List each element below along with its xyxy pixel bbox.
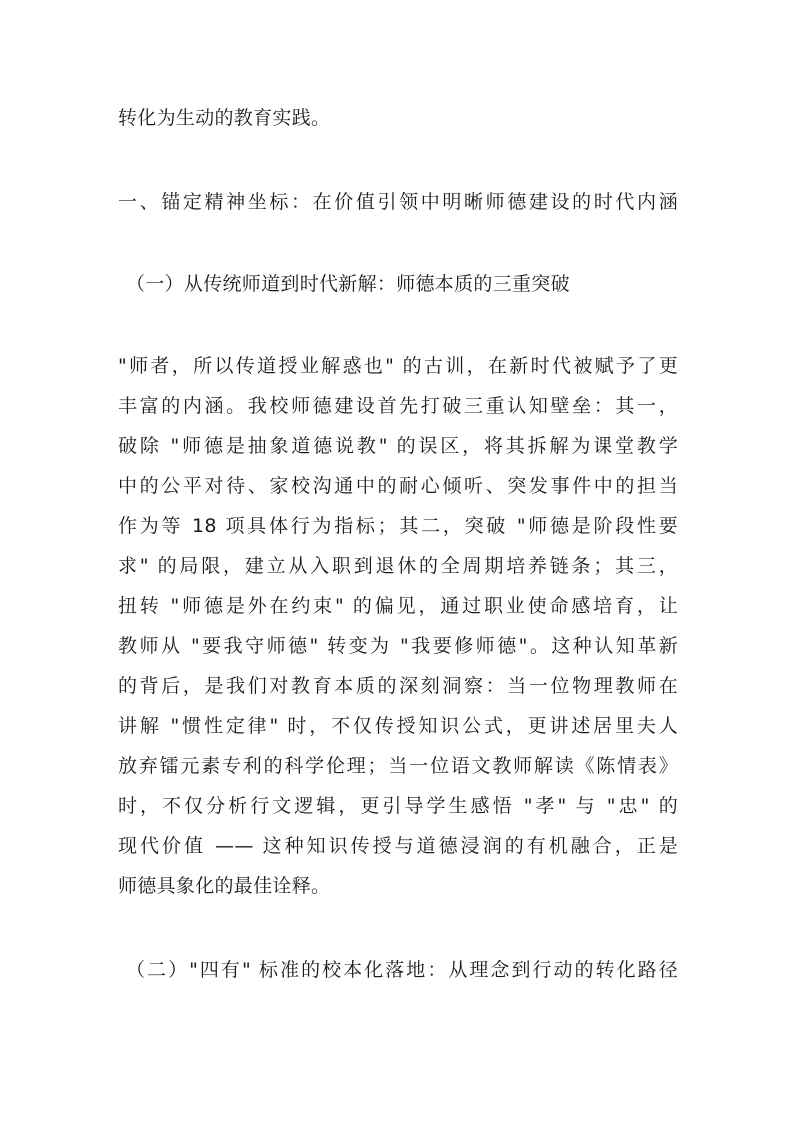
subsection-heading-2: （二）"四有" 标准的校本化落地：从理念到行动的转化路径 — [126, 959, 678, 981]
paragraph-line: 中的公平对待、家校沟通中的耐心倾听、突发事件中的担当 — [118, 475, 678, 497]
intro-tail-text: 转化为生动的教育实践。 — [118, 107, 331, 129]
paragraph-line: 教师从 "要我守师德" 转变为 "我要修师德"。这种认知革新 — [118, 635, 678, 657]
paragraph-line: 丰富的内涵。我校师德建设首先打破三重认知壁垒：其一， — [118, 395, 678, 417]
paragraph-line: 作为等 18 项具体行为指标；其二，突破 "师德是阶段性要 — [118, 515, 678, 537]
paragraph-line: 扭转 "师德是外在约束" 的偏见，通过职业使命感培育，让 — [118, 595, 678, 617]
paragraph-line: 求" 的局限，建立从入职到退休的全周期培养链条；其三， — [118, 555, 678, 577]
subsection-heading-1: （一）从传统师道到时代新解：师德本质的三重突破 — [126, 273, 570, 295]
paragraph-line: 师德具象化的最佳诠释。 — [118, 875, 331, 897]
paragraph-line: 破除 "师德是抽象道德说教" 的误区，将其拆解为课堂教学 — [118, 435, 678, 457]
paragraph-line: 讲解 "惯性定律" 时，不仅传授知识公式，更讲述居里夫人 — [118, 715, 678, 737]
paragraph-line: 放弃镭元素专利的科学伦理；当一位语文教师解读《陈情表》 — [118, 755, 678, 777]
paragraph-line: "师者，所以传道授业解惑也" 的古训，在新时代被赋予了更 — [118, 355, 678, 377]
section-heading: 一、锚定精神坐标：在价值引领中明晰师德建设的时代内涵 — [118, 191, 678, 213]
paragraph-line: 现代价值 —— 这种知识传授与道德浸润的有机融合，正是 — [118, 835, 678, 857]
paragraph-line: 的背后，是我们对教育本质的深刻洞察：当一位物理教师在 — [118, 675, 678, 697]
paragraph-line: 时，不仅分析行文逻辑，更引导学生感悟 "孝" 与 "忠" 的 — [118, 795, 678, 817]
